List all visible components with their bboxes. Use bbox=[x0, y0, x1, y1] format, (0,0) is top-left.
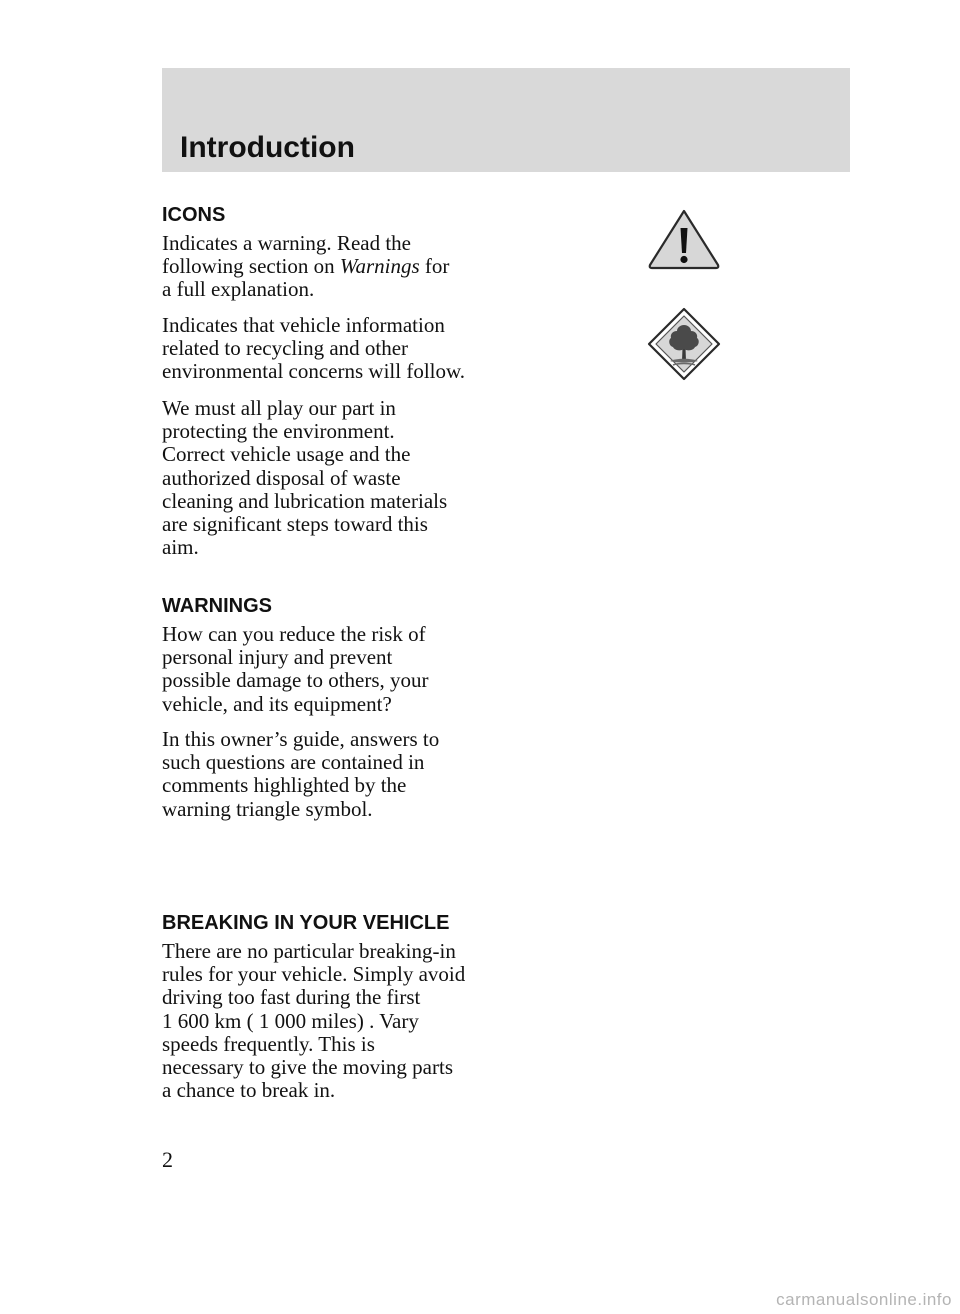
environment-protection-paragraph bbox=[162, 397, 502, 559]
text-line: following section on Warnings for bbox=[162, 254, 450, 279]
text-line: such questions are contained in bbox=[162, 750, 425, 775]
text-line: related to recycling and other bbox=[162, 336, 409, 361]
page-title: Introduction bbox=[180, 131, 355, 164]
text-line: How can you reduce the risk of bbox=[162, 622, 426, 646]
text-line: Indicates that vehicle information bbox=[162, 313, 445, 337]
header-band bbox=[162, 68, 850, 172]
text-line: aim. bbox=[162, 535, 199, 560]
text-line: a chance to break in. bbox=[162, 1078, 336, 1103]
text-line: rules for your vehicle. Simply avoid bbox=[162, 962, 466, 987]
text-line: cleaning and lubrication materials bbox=[162, 488, 448, 513]
text-line: protecting the environment. bbox=[162, 419, 395, 444]
breaking-in-heading: BREAKING IN YOUR VEHICLE bbox=[162, 912, 450, 934]
warnings-answer-paragraph bbox=[162, 728, 502, 821]
text-line: In this owner’s guide, answers to bbox=[162, 727, 440, 751]
text-line: environmental concerns will follow. bbox=[162, 359, 466, 384]
text-line: possible damage to others, your bbox=[162, 668, 429, 693]
text-line: a full explanation. bbox=[162, 277, 315, 302]
text-line: Correct vehicle usage and the bbox=[162, 442, 411, 467]
tree-diamond-icon bbox=[646, 306, 722, 382]
page-number: 2 bbox=[162, 1147, 173, 1172]
text-line: driving too fast during the first bbox=[162, 985, 421, 1010]
breaking-in-paragraph bbox=[162, 940, 502, 1102]
warnings-reference: Warnings bbox=[339, 254, 420, 279]
text-line: There are no particular breaking-in bbox=[162, 939, 456, 963]
text-line: Indicates a warning. Read the bbox=[162, 231, 411, 255]
warnings-question-paragraph bbox=[162, 623, 502, 716]
warning-icon-description bbox=[162, 232, 502, 302]
warnings-heading: WARNINGS bbox=[162, 595, 272, 617]
text-line: are significant steps toward this bbox=[162, 512, 428, 537]
text-line: comments highlighted by the bbox=[162, 773, 407, 798]
warning-triangle-icon bbox=[646, 206, 722, 270]
text-line: necessary to give the moving parts bbox=[162, 1055, 454, 1080]
text-line: We must all play our part in bbox=[162, 396, 396, 420]
text-line: vehicle, and its equipment? bbox=[162, 691, 392, 716]
environment-icon-description bbox=[162, 314, 502, 384]
text-line: 1 600 km ( 1 000 miles) . Vary bbox=[162, 1008, 419, 1033]
icons-heading: ICONS bbox=[162, 204, 226, 226]
text-line: warning triangle symbol. bbox=[162, 796, 373, 821]
text-line: speeds frequently. This is bbox=[162, 1031, 375, 1056]
watermark: carmanualsonline.info bbox=[776, 1290, 952, 1309]
text-line: authorized disposal of waste bbox=[162, 465, 401, 490]
text-line: personal injury and prevent bbox=[162, 645, 393, 670]
